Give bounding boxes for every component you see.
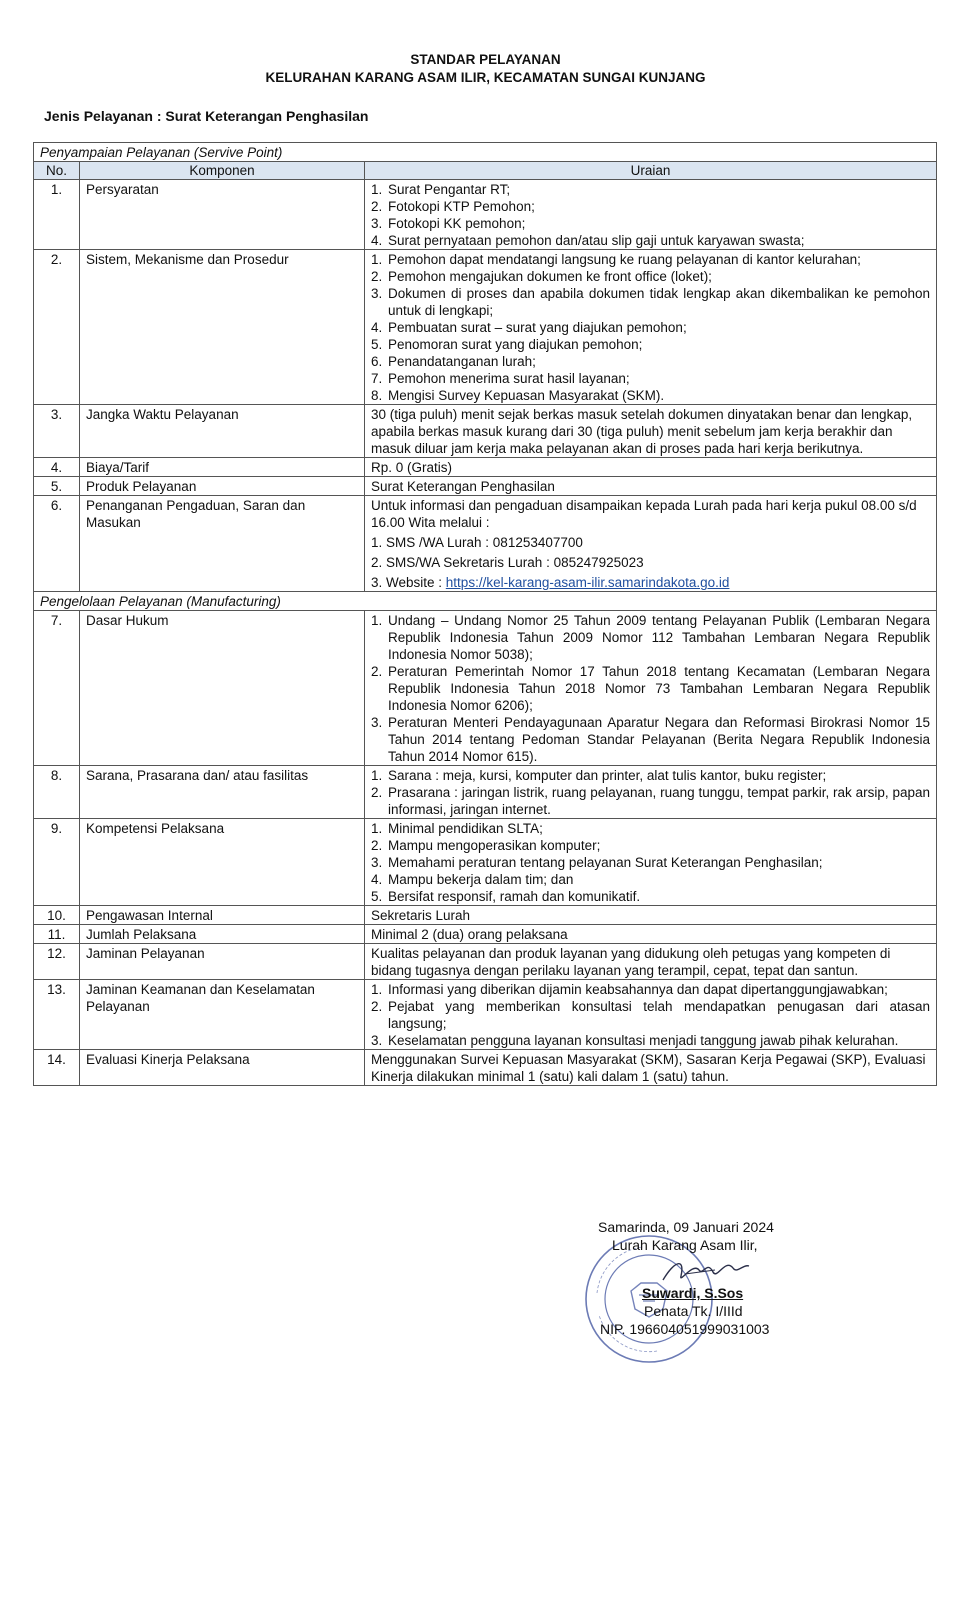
list-item-text: Prasarana : jaringan listrik, ruang pelayanan, ruang tunggu, tempat parkir, rak arsip, papan informasi, jaringan internet. [388,785,930,817]
list-item-text: Bersifat responsif, ramah dan komunikatif. [388,889,641,904]
list-item-number: 6. [371,354,383,369]
description-text: Sekretaris Lurah [371,908,471,923]
service-standard-table [33,142,937,1086]
row-description [365,766,937,819]
signature-block [598,1218,774,1338]
row-description [365,944,937,980]
list-item [371,215,930,232]
list-item [371,820,930,837]
list-item-number: 1. [371,613,383,628]
row-number: 6. [34,496,80,592]
list-item-number: 5. [371,337,383,352]
row-number: 4. [34,458,80,477]
row-description [365,925,937,944]
table-row [34,1050,937,1086]
list-item-number: 2. [371,664,383,679]
list-item [371,251,930,268]
row-number: 8. [34,766,80,819]
signer-nip: NIP. 196604051999031003 [600,1321,770,1337]
header-no: No. [34,162,80,180]
list-item [371,663,930,714]
table-row [34,405,937,458]
table-row [34,819,937,906]
list-item [371,612,930,663]
row-description [365,405,937,458]
list-item [371,268,930,285]
website-line [371,574,930,591]
table-row [34,458,937,477]
description-text: Surat Keterangan Penghasilan [371,479,555,494]
list-item [371,888,930,905]
list-item-number: 3. [371,855,383,870]
table-row [34,906,937,925]
list-item-text: Peraturan Pemerintah Nomor 17 Tahun 2018 tentang Kecamatan (Lembaran Negara Republik Indonesia Tahun 2018 Nomor 73 Tambahan Lembaran Negara Republik Indonesia Nomor 6206); [388,664,930,713]
list-item-text: Minimal pendidikan SLTA; [388,821,543,836]
website-link[interactable]: https://kel-karang-asam-ilir.samarindakota.go.id [445,575,730,590]
list-item-text: Fotokopi KK pemohon; [388,216,526,231]
list-item-number: 2. [371,269,383,284]
row-number: 14. [34,1050,80,1086]
row-number: 3. [34,405,80,458]
table-row [34,766,937,819]
row-component: Dasar Hukum [80,611,365,766]
header-komponen: Komponen [80,162,365,180]
row-description [365,819,937,906]
table-row [34,944,937,980]
list-item-number: 5. [371,889,383,904]
section-row [34,592,937,611]
row-number: 11. [34,925,80,944]
row-number: 12. [34,944,80,980]
table-row [34,477,937,496]
row-component: Jumlah Pelaksana [80,925,365,944]
row-component: Sistem, Mekanisme dan Prosedur [80,250,365,405]
row-component: Penanganan Pengaduan, Saran dan Masukan [80,496,365,592]
list-item-number: 4. [371,320,383,335]
contact-sekretaris: 2. SMS/WA Sekretaris Lurah : 085247925023 [371,555,644,570]
table-row [34,611,937,766]
list-item-number: 2. [371,838,383,853]
row-component: Jangka Waktu Pelayanan [80,405,365,458]
list-item-text: Surat Pengantar RT; [388,182,511,197]
list-item [371,854,930,871]
section-title: Pengelolaan Pelayanan (Manufacturing) [34,592,937,611]
list-item-number: 3. [371,1033,383,1048]
list-item-number: 4. [371,872,383,887]
list-item-number: 8. [371,388,383,403]
list-item-number: 2. [371,999,383,1014]
row-component: Pengawasan Internal [80,906,365,925]
list-item [371,767,930,784]
description-list [371,612,930,765]
table-row [34,980,937,1050]
service-type: Jenis Pelayanan : Surat Keterangan Penghasilan [44,108,369,124]
row-description [365,980,937,1050]
row-number: 5. [34,477,80,496]
complaint-intro: Untuk informasi dan pengaduan disampaikan kepada Lurah pada hari kerja pukul 08.00 s/d 16.00 Wita melalui : [371,498,917,530]
list-item [371,353,930,370]
signer-rank: Penata Tk. I/IIId [644,1303,743,1319]
list-item-text: Informasi yang diberikan dijamin keabsahannya dan dapat dipertanggungjawabkan; [388,982,888,997]
row-description [365,180,937,250]
list-item [371,181,930,198]
table-row [34,180,937,250]
description-text: 30 (tiga puluh) menit sejak berkas masuk setelah dokumen dinyatakan benar dan lengkap, apabila berkas masuk kurang dari 30 (tiga puluh) menit sebelum jam kerja berakhir dan masuk diluar jam kerja maka pelayanan akan di proses pada hari kerja berikutnya. [371,407,913,456]
list-item-text: Surat pernyataan pemohon dan/atau slip gaji untuk karyawan swasta; [388,233,805,248]
row-description [365,611,937,766]
list-item-text: Pemohon dapat mendatangi langsung ke ruang pelayanan di kantor kelurahan; [388,252,861,267]
row-description [365,458,937,477]
table-row [34,250,937,405]
list-item [371,198,930,215]
list-item-number: 3. [371,216,383,231]
list-item-number: 2. [371,199,383,214]
list-item [371,336,930,353]
description-text: Rp. 0 (Gratis) [371,460,453,475]
description-list [371,981,930,1049]
list-item [371,1032,930,1049]
list-item-number: 1. [371,252,383,267]
row-component: Jaminan Keamanan dan Keselamatan Pelayanan [80,980,365,1050]
list-item-text: Peraturan Menteri Pendayagunaan Aparatur Negara dan Reformasi Birokrasi Nomor 15 Tahun 2014 tentang Pedoman Standar Pelayanan (Berita Negara Republik Indonesia Tahun 2014 Nomor 615). [388,715,930,764]
row-component: Produk Pelayanan [80,477,365,496]
list-item-number: 4. [371,233,383,248]
document-title: STANDAR PELAYANAN [410,52,561,67]
list-item-number: 1. [371,982,383,997]
contact-lurah: 1. SMS /WA Lurah : 081253407700 [371,535,583,550]
header-uraian: Uraian [365,162,937,180]
description-text: Minimal 2 (dua) orang pelaksana [371,927,568,942]
list-item [371,981,930,998]
list-item-number: 1. [371,768,383,783]
list-item-text: Mengisi Survey Kepuasan Masyarakat (SKM). [388,388,665,403]
row-description [365,477,937,496]
row-number: 13. [34,980,80,1050]
list-item-text: Pembuatan surat – surat yang diajukan pemohon; [388,320,687,335]
list-item-text: Penandatanganan lurah; [388,354,536,369]
list-item [371,285,930,319]
table-row [34,496,937,592]
list-item-text: Pejabat yang memberikan konsultasi telah mendapatkan penugasan dari atasan langsung; [388,999,930,1031]
description-text: Menggunakan Survei Kepuasan Masyarakat (SKM), Sasaran Kerja Pegawai (SKP), Evaluasi Kinerja dilakukan minimal 1 (satu) kali dalam 1 (satu) tahun. [371,1052,926,1084]
list-item [371,370,930,387]
list-item-text: Mampu bekerja dalam tim; dan [388,872,574,887]
row-component: Kompetensi Pelaksana [80,819,365,906]
row-number: 2. [34,250,80,405]
list-item-number: 1. [371,182,383,197]
website-label: 3. Website : [371,575,446,590]
list-item-number: 2. [371,785,383,800]
row-component: Jaminan Pelayanan [80,944,365,980]
list-item-text: Undang – Undang Nomor 25 Tahun 2009 tentang Pelayanan Publik (Lembaran Negara Republik Indonesia Tahun 2009 Nomor 112 Tambahan Lembaran Negara Republik Indonesia Nomor 5038); [388,613,930,662]
place-date: Samarinda, 09 Januari 2024 [598,1219,774,1235]
list-item-number: 1. [371,821,383,836]
list-item [371,232,930,249]
list-item-number: 7. [371,371,383,386]
row-number: 1. [34,180,80,250]
section-title: Penyampaian Pelayanan (Servive Point) [34,143,937,162]
description-list [371,251,930,404]
list-item [371,714,930,765]
list-item-text: Memahami peraturan tentang pelayanan Surat Keterangan Penghasilan; [388,855,823,870]
row-description [365,496,937,592]
description-list [371,820,930,905]
document-subtitle: KELURAHAN KARANG ASAM ILIR, KECAMATAN SUNGAI KUNJANG [265,70,706,85]
row-component: Sarana, Prasarana dan/ atau fasilitas [80,766,365,819]
list-item-number: 3. [371,286,383,301]
list-item-text: Dokumen di proses dan apabila dokumen tidak lengkap akan dikembalikan ke pemohon untuk di lengkapi; [388,286,930,318]
row-component: Persyaratan [80,180,365,250]
description-text: Kualitas pelayanan dan produk layanan yang didukung oleh petugas yang kompeten di bidang tugasnya dengan perilaku layanan yang terampil, cepat, tepat dan santun. [371,946,891,978]
row-component: Biaya/Tarif [80,458,365,477]
row-description [365,1050,937,1086]
list-item [371,998,930,1032]
section-row [34,143,937,162]
row-description [365,906,937,925]
list-item-text: Pemohon mengajukan dokumen ke front office (loket); [388,269,712,284]
description-list [371,181,930,249]
table-row [34,925,937,944]
description-list [371,767,930,818]
signer-name: Suwardi, S.Sos [642,1285,744,1301]
row-component: Evaluasi Kinerja Pelaksana [80,1050,365,1086]
list-item [371,387,930,404]
list-item-text: Sarana : meja, kursi, komputer dan printer, alat tulis kantor, buku register; [388,768,827,783]
list-item-text: Keselamatan pengguna layanan konsultasi menjadi tanggung jawab pihak kelurahan. [388,1033,899,1048]
list-item-text: Pemohon menerima surat hasil layanan; [388,371,630,386]
signer-position: Lurah Karang Asam Ilir, [612,1237,758,1253]
list-item [371,837,930,854]
row-number: 10. [34,906,80,925]
list-item [371,319,930,336]
row-number: 7. [34,611,80,766]
list-item-text: Mampu mengoperasikan komputer; [388,838,601,853]
list-item [371,871,930,888]
list-item-number: 3. [371,715,383,730]
table-header [34,162,937,180]
row-number: 9. [34,819,80,906]
list-item [371,784,930,818]
list-item-text: Penomoran surat yang diajukan pemohon; [388,337,643,352]
list-item-text: Fotokopi KTP Pemohon; [388,199,535,214]
row-description [365,250,937,405]
